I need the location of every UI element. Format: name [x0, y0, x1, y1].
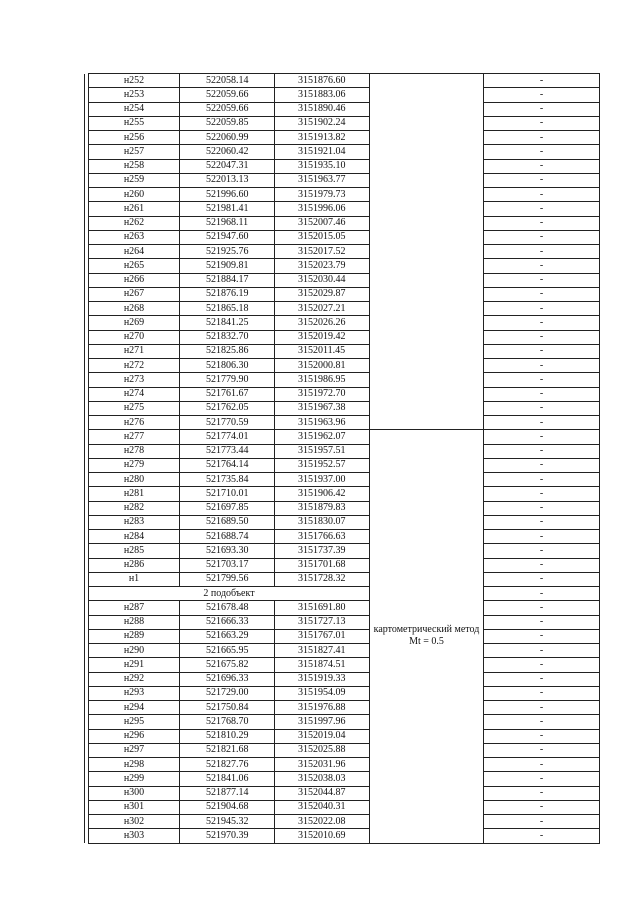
accuracy-cell: -	[484, 102, 600, 116]
table-row	[85, 515, 600, 529]
table-row	[85, 259, 600, 273]
x-coordinate-cell: 521810.29	[180, 729, 275, 743]
point-id-cell: н299	[89, 772, 180, 786]
x-coordinate-cell: 521884.17	[180, 273, 275, 287]
point-id-cell: н288	[89, 615, 180, 629]
table-row	[85, 188, 600, 202]
x-coordinate-cell: 521761.67	[180, 387, 275, 401]
table-row	[85, 88, 600, 102]
accuracy-cell: -	[484, 615, 600, 629]
x-coordinate-cell: 522013.13	[180, 173, 275, 187]
x-coordinate-cell: 521762.05	[180, 401, 275, 415]
y-coordinate-cell: 3151876.60	[275, 74, 370, 88]
accuracy-cell: -	[484, 159, 600, 173]
table-row	[85, 629, 600, 643]
y-coordinate-cell: 3152023.79	[275, 259, 370, 273]
accuracy-cell: -	[484, 686, 600, 700]
point-id-cell: н270	[89, 330, 180, 344]
y-coordinate-cell: 3151972.70	[275, 387, 370, 401]
subobject-heading-row	[85, 587, 600, 601]
point-id-cell: н256	[89, 131, 180, 145]
y-coordinate-cell: 3151957.51	[275, 444, 370, 458]
x-coordinate-cell: 521832.70	[180, 330, 275, 344]
coordinates-table-page	[84, 73, 599, 844]
accuracy-cell: -	[484, 501, 600, 515]
accuracy-cell: -	[484, 772, 600, 786]
table-row	[85, 686, 600, 700]
accuracy-cell: -	[484, 230, 600, 244]
point-id-cell: н259	[89, 173, 180, 187]
x-coordinate-cell: 521689.50	[180, 515, 275, 529]
y-coordinate-cell: 3152029.87	[275, 287, 370, 301]
point-id-cell: н272	[89, 359, 180, 373]
y-coordinate-cell: 3152019.04	[275, 729, 370, 743]
y-coordinate-cell: 3152007.46	[275, 216, 370, 230]
point-id-cell: н285	[89, 544, 180, 558]
accuracy-cell: -	[484, 416, 600, 430]
point-id-cell: н255	[89, 116, 180, 130]
x-coordinate-cell: 521909.81	[180, 259, 275, 273]
y-coordinate-cell: 3152027.21	[275, 302, 370, 316]
table-row	[85, 330, 600, 344]
accuracy-cell: -	[484, 572, 600, 586]
accuracy-cell: -	[484, 473, 600, 487]
table-row	[85, 615, 600, 629]
x-coordinate-cell: 521827.76	[180, 758, 275, 772]
table-row	[85, 672, 600, 686]
y-coordinate-cell: 3151962.07	[275, 430, 370, 444]
x-coordinate-cell: 521675.82	[180, 658, 275, 672]
table-row	[85, 102, 600, 116]
x-coordinate-cell: 521865.18	[180, 302, 275, 316]
table-row	[85, 401, 600, 415]
point-id-cell: н261	[89, 202, 180, 216]
point-id-cell: н298	[89, 758, 180, 772]
table-row	[85, 530, 600, 544]
y-coordinate-cell: 3151976.88	[275, 701, 370, 715]
accuracy-cell: -	[484, 658, 600, 672]
y-coordinate-cell: 3151890.46	[275, 102, 370, 116]
accuracy-cell: -	[484, 188, 600, 202]
point-id-cell: н283	[89, 515, 180, 529]
x-coordinate-cell: 521970.39	[180, 829, 275, 843]
table-row	[85, 287, 600, 301]
table-row	[85, 601, 600, 615]
accuracy-cell: -	[484, 587, 600, 601]
y-coordinate-cell: 3151830.07	[275, 515, 370, 529]
table-row	[85, 501, 600, 515]
accuracy-cell: -	[484, 344, 600, 358]
point-id-cell: н271	[89, 344, 180, 358]
table-row	[85, 387, 600, 401]
x-coordinate-cell: 521666.33	[180, 615, 275, 629]
accuracy-cell: -	[484, 800, 600, 814]
accuracy-cell: -	[484, 173, 600, 187]
x-coordinate-cell: 522059.85	[180, 116, 275, 130]
accuracy-cell: -	[484, 601, 600, 615]
table-row	[85, 316, 600, 330]
y-coordinate-cell: 3151954.09	[275, 686, 370, 700]
y-coordinate-cell: 3152026.26	[275, 316, 370, 330]
accuracy-cell: -	[484, 273, 600, 287]
y-coordinate-cell: 3151979.73	[275, 188, 370, 202]
accuracy-cell: -	[484, 245, 600, 259]
point-id-cell: н296	[89, 729, 180, 743]
accuracy-cell: -	[484, 458, 600, 472]
table-row	[85, 743, 600, 757]
x-coordinate-cell: 521764.14	[180, 458, 275, 472]
x-coordinate-cell: 521947.60	[180, 230, 275, 244]
measurement-method: картометрический метод Mt = 0.5	[373, 624, 480, 648]
y-coordinate-cell: 3151902.24	[275, 116, 370, 130]
x-coordinate-cell: 521729.00	[180, 686, 275, 700]
table-row	[85, 815, 600, 829]
point-id-cell: н289	[89, 629, 180, 643]
table-row	[85, 786, 600, 800]
point-id-cell: н278	[89, 444, 180, 458]
y-coordinate-cell: 3151906.42	[275, 487, 370, 501]
accuracy-cell: -	[484, 487, 600, 501]
point-id-cell: н274	[89, 387, 180, 401]
point-id-cell: н265	[89, 259, 180, 273]
point-id-cell: н277	[89, 430, 180, 444]
accuracy-cell: -	[484, 829, 600, 843]
point-id-cell: н275	[89, 401, 180, 415]
x-coordinate-cell: 521688.74	[180, 530, 275, 544]
table-row	[85, 572, 600, 586]
table-row	[85, 558, 600, 572]
table-row	[85, 145, 600, 159]
table-row	[85, 273, 600, 287]
point-id-cell: н297	[89, 743, 180, 757]
y-coordinate-cell: 3151879.83	[275, 501, 370, 515]
point-id-cell: н260	[89, 188, 180, 202]
table-row	[85, 74, 600, 88]
accuracy-cell: -	[484, 515, 600, 529]
table-row	[85, 800, 600, 814]
table-row	[85, 715, 600, 729]
accuracy-cell: -	[484, 629, 600, 643]
y-coordinate-cell: 3152015.05	[275, 230, 370, 244]
point-id-cell: н254	[89, 102, 180, 116]
x-coordinate-cell: 521735.84	[180, 473, 275, 487]
table-row	[85, 116, 600, 130]
coordinates-table-body	[85, 74, 600, 844]
accuracy-cell: -	[484, 74, 600, 88]
x-coordinate-cell: 521773.44	[180, 444, 275, 458]
x-coordinate-cell: 521925.76	[180, 245, 275, 259]
table-row	[85, 444, 600, 458]
point-id-cell: н264	[89, 245, 180, 259]
point-id-cell: н268	[89, 302, 180, 316]
accuracy-cell: -	[484, 216, 600, 230]
x-coordinate-cell: 521779.90	[180, 373, 275, 387]
x-coordinate-cell: 522059.66	[180, 102, 275, 116]
y-coordinate-cell: 3152017.52	[275, 245, 370, 259]
point-id-cell: н273	[89, 373, 180, 387]
x-coordinate-cell: 521841.25	[180, 316, 275, 330]
x-coordinate-cell: 521768.70	[180, 715, 275, 729]
accuracy-cell: -	[484, 316, 600, 330]
point-id-cell: н295	[89, 715, 180, 729]
point-id-cell: н267	[89, 287, 180, 301]
y-coordinate-cell: 3151919.33	[275, 672, 370, 686]
y-coordinate-cell: 3151883.06	[275, 88, 370, 102]
y-coordinate-cell: 3151963.96	[275, 416, 370, 430]
point-id-cell: н1	[89, 572, 180, 586]
accuracy-cell: -	[484, 530, 600, 544]
y-coordinate-cell: 3151728.32	[275, 572, 370, 586]
y-coordinate-cell: 3152010.69	[275, 829, 370, 843]
accuracy-cell: -	[484, 302, 600, 316]
table-row	[85, 701, 600, 715]
y-coordinate-cell: 3151701.68	[275, 558, 370, 572]
x-coordinate-cell: 521968.11	[180, 216, 275, 230]
y-coordinate-cell: 3151767.01	[275, 629, 370, 643]
accuracy-cell: -	[484, 558, 600, 572]
table-row	[85, 473, 600, 487]
point-id-cell: н300	[89, 786, 180, 800]
y-coordinate-cell: 3152031.96	[275, 758, 370, 772]
accuracy-cell: -	[484, 145, 600, 159]
x-coordinate-cell: 521945.32	[180, 815, 275, 829]
x-coordinate-cell: 521693.30	[180, 544, 275, 558]
x-coordinate-cell: 521697.85	[180, 501, 275, 515]
point-id-cell: н302	[89, 815, 180, 829]
x-coordinate-cell: 521904.68	[180, 800, 275, 814]
point-id-cell: н286	[89, 558, 180, 572]
accuracy-cell: -	[484, 116, 600, 130]
point-id-cell: н279	[89, 458, 180, 472]
x-coordinate-cell: 521710.01	[180, 487, 275, 501]
table-row	[85, 373, 600, 387]
x-coordinate-cell: 521774.01	[180, 430, 275, 444]
point-id-cell: н294	[89, 701, 180, 715]
point-id-cell: н262	[89, 216, 180, 230]
y-coordinate-cell: 3151937.00	[275, 473, 370, 487]
accuracy-cell: -	[484, 544, 600, 558]
x-coordinate-cell: 522047.31	[180, 159, 275, 173]
x-coordinate-cell: 521750.84	[180, 701, 275, 715]
table-row	[85, 359, 600, 373]
accuracy-cell: -	[484, 259, 600, 273]
table-row	[85, 202, 600, 216]
accuracy-cell: -	[484, 373, 600, 387]
accuracy-cell: -	[484, 644, 600, 658]
point-id-cell: н291	[89, 658, 180, 672]
point-id-cell: н292	[89, 672, 180, 686]
y-coordinate-cell: 3151986.95	[275, 373, 370, 387]
point-id-cell: н263	[89, 230, 180, 244]
x-coordinate-cell: 521821.68	[180, 743, 275, 757]
y-coordinate-cell: 3152038.03	[275, 772, 370, 786]
coordinates-table	[84, 73, 600, 844]
table-row	[85, 772, 600, 786]
point-id-cell: н252	[89, 74, 180, 88]
point-id-cell: н287	[89, 601, 180, 615]
x-coordinate-cell: 521703.17	[180, 558, 275, 572]
x-coordinate-cell: 521806.30	[180, 359, 275, 373]
accuracy-cell: -	[484, 701, 600, 715]
y-coordinate-cell: 3151952.57	[275, 458, 370, 472]
x-coordinate-cell: 521841.06	[180, 772, 275, 786]
accuracy-cell: -	[484, 743, 600, 757]
y-coordinate-cell: 3152030.44	[275, 273, 370, 287]
accuracy-cell: -	[484, 287, 600, 301]
accuracy-cell: -	[484, 715, 600, 729]
point-id-cell: н266	[89, 273, 180, 287]
x-coordinate-cell: 522058.14	[180, 74, 275, 88]
y-coordinate-cell: 3152019.42	[275, 330, 370, 344]
point-id-cell: н269	[89, 316, 180, 330]
table-row	[85, 644, 600, 658]
y-coordinate-cell: 3151997.96	[275, 715, 370, 729]
table-row	[85, 458, 600, 472]
y-coordinate-cell: 3152000.81	[275, 359, 370, 373]
x-coordinate-cell: 521678.48	[180, 601, 275, 615]
x-coordinate-cell: 522060.99	[180, 131, 275, 145]
x-coordinate-cell: 521876.19	[180, 287, 275, 301]
y-coordinate-cell: 3152011.45	[275, 344, 370, 358]
table-row	[85, 173, 600, 187]
y-coordinate-cell: 3151921.04	[275, 145, 370, 159]
accuracy-cell: -	[484, 330, 600, 344]
y-coordinate-cell: 3151913.82	[275, 131, 370, 145]
method-cell	[370, 74, 484, 430]
accuracy-cell: -	[484, 202, 600, 216]
table-row	[85, 829, 600, 843]
table-row	[85, 544, 600, 558]
point-id-cell: н258	[89, 159, 180, 173]
accuracy-cell: -	[484, 672, 600, 686]
y-coordinate-cell: 3151737.39	[275, 544, 370, 558]
point-id-cell: н303	[89, 829, 180, 843]
table-row	[85, 159, 600, 173]
y-coordinate-cell: 3151996.06	[275, 202, 370, 216]
x-coordinate-cell: 521696.33	[180, 672, 275, 686]
table-row	[85, 230, 600, 244]
y-coordinate-cell: 3151727.13	[275, 615, 370, 629]
y-coordinate-cell: 3151963.77	[275, 173, 370, 187]
x-coordinate-cell: 521665.95	[180, 644, 275, 658]
x-coordinate-cell: 521663.29	[180, 629, 275, 643]
table-row	[85, 245, 600, 259]
accuracy-cell: -	[484, 387, 600, 401]
y-coordinate-cell: 3152040.31	[275, 800, 370, 814]
x-coordinate-cell: 521825.86	[180, 344, 275, 358]
y-coordinate-cell: 3151874.51	[275, 658, 370, 672]
table-row	[85, 344, 600, 358]
subobject-heading: 2 подобъект	[89, 587, 370, 601]
x-coordinate-cell: 521877.14	[180, 786, 275, 800]
y-coordinate-cell: 3152022.08	[275, 815, 370, 829]
x-coordinate-cell: 522060.42	[180, 145, 275, 159]
point-id-cell: н276	[89, 416, 180, 430]
accuracy-cell: -	[484, 131, 600, 145]
y-coordinate-cell: 3151766.63	[275, 530, 370, 544]
accuracy-cell: -	[484, 401, 600, 415]
x-coordinate-cell: 522059.66	[180, 88, 275, 102]
y-coordinate-cell: 3151935.10	[275, 159, 370, 173]
table-row	[85, 430, 600, 444]
point-id-cell: н280	[89, 473, 180, 487]
accuracy-cell: -	[484, 758, 600, 772]
table-row	[85, 216, 600, 230]
accuracy-cell: -	[484, 359, 600, 373]
y-coordinate-cell: 3151691.80	[275, 601, 370, 615]
y-coordinate-cell: 3152044.87	[275, 786, 370, 800]
table-row	[85, 658, 600, 672]
table-row	[85, 729, 600, 743]
accuracy-cell: -	[484, 444, 600, 458]
point-id-cell: н281	[89, 487, 180, 501]
table-row	[85, 302, 600, 316]
table-row	[85, 487, 600, 501]
accuracy-cell: -	[484, 786, 600, 800]
table-row	[85, 416, 600, 430]
point-id-cell: н253	[89, 88, 180, 102]
table-row	[85, 131, 600, 145]
table-row	[85, 758, 600, 772]
accuracy-cell: -	[484, 815, 600, 829]
point-id-cell: н290	[89, 644, 180, 658]
x-coordinate-cell: 521996.60	[180, 188, 275, 202]
accuracy-cell: -	[484, 430, 600, 444]
point-id-cell: н293	[89, 686, 180, 700]
accuracy-cell: -	[484, 88, 600, 102]
accuracy-cell: -	[484, 729, 600, 743]
y-coordinate-cell: 3151967.38	[275, 401, 370, 415]
point-id-cell: н257	[89, 145, 180, 159]
point-id-cell: н282	[89, 501, 180, 515]
y-coordinate-cell: 3151827.41	[275, 644, 370, 658]
point-id-cell: н301	[89, 800, 180, 814]
x-coordinate-cell: 521981.41	[180, 202, 275, 216]
x-coordinate-cell: 521770.59	[180, 416, 275, 430]
x-coordinate-cell: 521799.56	[180, 572, 275, 586]
y-coordinate-cell: 3152025.88	[275, 743, 370, 757]
point-id-cell: н284	[89, 530, 180, 544]
method-cell	[370, 430, 484, 843]
